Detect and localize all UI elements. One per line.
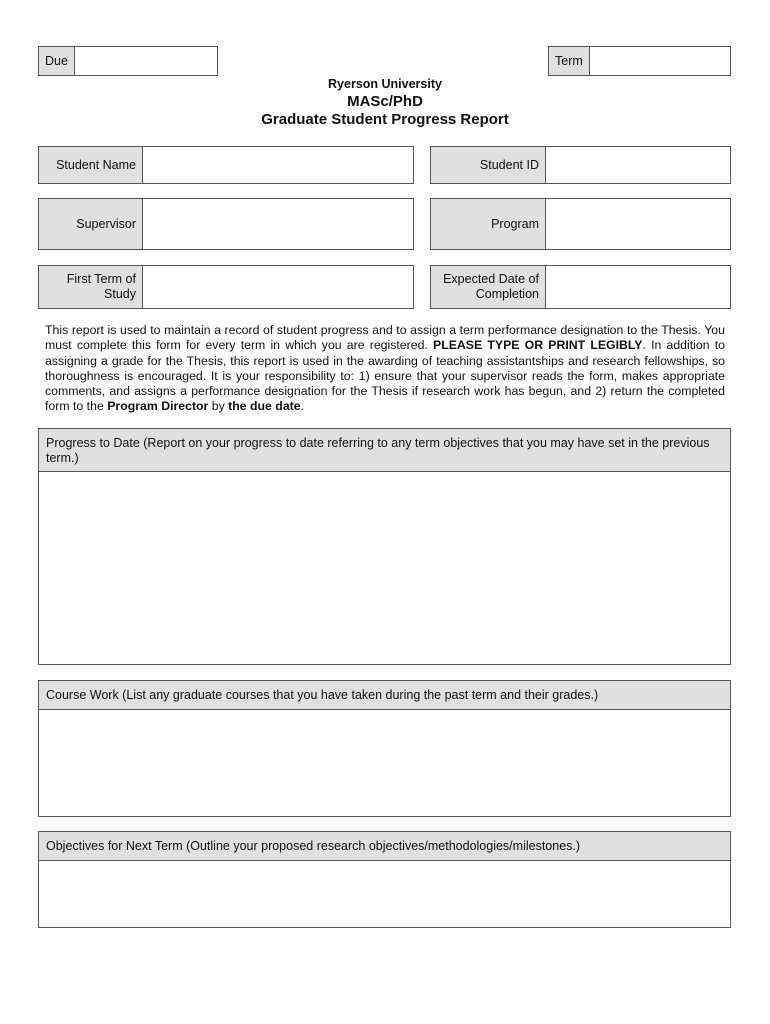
progress-section (38, 428, 731, 665)
due-label: Due (39, 47, 75, 75)
expected-completion-field (430, 265, 731, 309)
student-id-field (430, 146, 731, 184)
coursework-section (38, 680, 731, 817)
coursework-heading: Course Work (List any graduate courses that you have taken during the past term and their grades.) (39, 681, 730, 710)
form-title: Graduate Student Progress Report (261, 111, 509, 128)
student-name-field (38, 146, 414, 184)
due-input[interactable] (75, 47, 248, 75)
progress-heading: Progress to Date (Report on your progress to date referring to any term objectives that you may have set in the previous term.) (39, 429, 730, 472)
term-box (548, 46, 731, 76)
intro-text-4: . (300, 399, 305, 414)
first-term-label: First Term of Study (39, 266, 143, 308)
intro-text-1: This report is used to maintain a record of student progress and to assign a term performance designation to the Thesis. You must complete this form for every term in which you are registered. (45, 323, 725, 353)
student-name-input[interactable] (143, 147, 413, 183)
intro-text-2: . In addition to assigning a grade for the Thesis, this report is used in the awarding of teaching assistantships and research fellowships, so thoroughness is encouraged. It is your responsibility to: 1) ensure that your supervisor reads the form, makes appropriate comments, and assigns a performance designation for the Thesis if research work has begun, and 2) return the completed form to the (45, 338, 725, 414)
intro-emphasis-legibly: PLEASE TYPE OR PRINT LEGIBLY (433, 338, 643, 353)
student-id-input[interactable] (546, 147, 730, 183)
term-input[interactable] (590, 47, 763, 75)
objectives-heading: Objectives for Next Term (Outline your proposed research objectives/methodologies/milestones.) (39, 832, 730, 861)
student-name-label: Student Name (39, 147, 143, 183)
first-term-field (38, 265, 414, 309)
intro-emphasis-due-date: the due date (228, 399, 301, 414)
university-name: Ryerson University (328, 77, 442, 91)
supervisor-input[interactable] (143, 199, 413, 249)
expected-completion-input[interactable] (546, 266, 730, 308)
program-label: Program (431, 199, 546, 249)
first-term-input[interactable] (143, 266, 413, 308)
intro-emphasis-director: Program Director (107, 399, 209, 414)
intro-text-3: by (208, 399, 229, 414)
progress-textarea[interactable] (39, 472, 730, 664)
program-field (430, 198, 731, 250)
degree-title: MASc/PhD (347, 93, 423, 110)
supervisor-label: Supervisor (39, 199, 143, 249)
instructions-paragraph (45, 323, 725, 415)
supervisor-field (38, 198, 414, 250)
objectives-textarea[interactable] (39, 861, 730, 927)
expected-completion-label: Expected Date of Completion (431, 266, 546, 308)
program-input[interactable] (546, 199, 730, 249)
objectives-section (38, 831, 731, 928)
due-box (38, 46, 218, 76)
coursework-textarea[interactable] (39, 710, 730, 816)
student-id-label: Student ID (431, 147, 546, 183)
term-label: Term (549, 47, 590, 75)
